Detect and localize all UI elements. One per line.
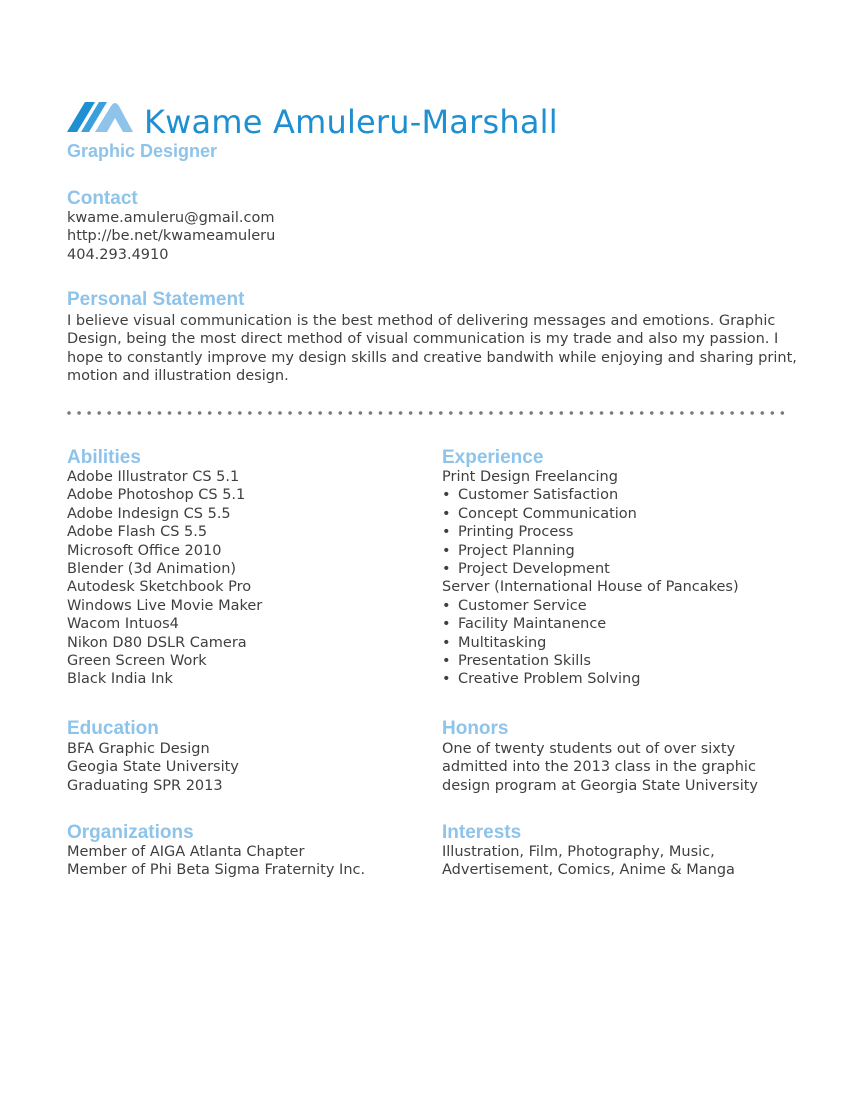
list-item: • Project Development: [442, 560, 739, 578]
list-item: Black India Ink: [67, 671, 173, 688]
text-line: Illustration, Film, Photography, Music,: [442, 844, 715, 860]
job-title: Graphic Designer: [67, 141, 218, 161]
list-item: • Concept Communication: [442, 505, 739, 523]
list-item: Microsoft Office 2010: [67, 542, 222, 559]
km-monogram-logo-icon: [67, 98, 133, 136]
interests-heading: Interests: [442, 822, 522, 843]
statement-text: I believe visual communication is the best method of delivering messages and emotions. Graphic Design, being the most direct method of visual communication is my trade and also my passion. I hope to constantly improve my design skills and creative bandwith while enjoying and sharing print, motion and illustration design.: [67, 313, 797, 385]
list-item: • Facility Maintanence: [442, 615, 739, 633]
honors-heading: Honors: [442, 718, 509, 739]
job-title-item: Server (International House of Pancakes): [442, 579, 739, 596]
list-item: • Printing Process: [442, 523, 739, 541]
applicant-name: Kwame Amuleru-Marshall: [144, 103, 558, 141]
organizations-list: [67, 843, 365, 880]
contact-website: http://be.net/kwameamuleru: [67, 228, 276, 245]
experience-heading: Experience: [442, 447, 544, 468]
list-item: Nikon D80 DSLR Camera: [67, 634, 247, 651]
list-item: • Multitasking: [442, 634, 739, 652]
list-item: Member of AIGA Atlanta Chapter: [67, 844, 305, 860]
list-item: Adobe Illustrator CS 5.1: [67, 469, 240, 485]
text-line: admitted into the 2013 class in the graphic: [442, 759, 756, 776]
list-item: • Project Planning: [442, 542, 739, 560]
list-item: Geogia State University: [67, 759, 239, 776]
list-item: • Customer Satisfaction: [442, 486, 739, 504]
list-item: BFA Graphic Design: [67, 741, 210, 757]
list-item: Windows Live Movie Maker: [67, 597, 263, 614]
interests-text: [442, 843, 735, 880]
contact-block: [67, 209, 275, 264]
honors-text: [442, 740, 758, 795]
list-item: • Customer Service: [442, 597, 739, 615]
education-heading: Education: [67, 718, 159, 739]
dotted-divider: [64, 410, 788, 416]
list-item: Adobe Photoshop CS 5.1: [67, 487, 246, 504]
education-list: [67, 740, 239, 795]
list-item: Blender (3d Animation): [67, 560, 237, 577]
abilities-heading: Abilities: [67, 447, 141, 468]
statement-heading: Personal Statement: [67, 289, 245, 310]
job-title-item: Print Design Freelancing: [442, 469, 618, 485]
list-item: Adobe Indesign CS 5.5: [67, 505, 231, 522]
experience-list: [442, 468, 739, 689]
abilities-list: [67, 468, 262, 689]
list-item: • Presentation Skills: [442, 652, 739, 670]
list-item: Wacom Intuos4: [67, 616, 179, 633]
list-item: Graduating SPR 2013: [67, 777, 223, 794]
list-item: Autodesk Sketchbook Pro: [67, 579, 252, 596]
text-line: Advertisement, Comics, Anime & Manga: [442, 862, 735, 879]
contact-email: kwame.amuleru@gmail.com: [67, 210, 275, 226]
organizations-heading: Organizations: [67, 822, 194, 843]
list-item: • Creative Problem Solving: [442, 670, 739, 688]
list-item: Adobe Flash CS 5.5: [67, 524, 208, 541]
text-line: design program at Georgia State University: [442, 777, 758, 794]
list-item: Green Screen Work: [67, 652, 207, 669]
text-line: One of twenty students out of over sixty: [442, 741, 736, 757]
contact-heading: Contact: [67, 188, 138, 209]
list-item: Member of Phi Beta Sigma Fraternity Inc.: [67, 862, 366, 879]
contact-phone: 404.293.4910: [67, 246, 169, 263]
